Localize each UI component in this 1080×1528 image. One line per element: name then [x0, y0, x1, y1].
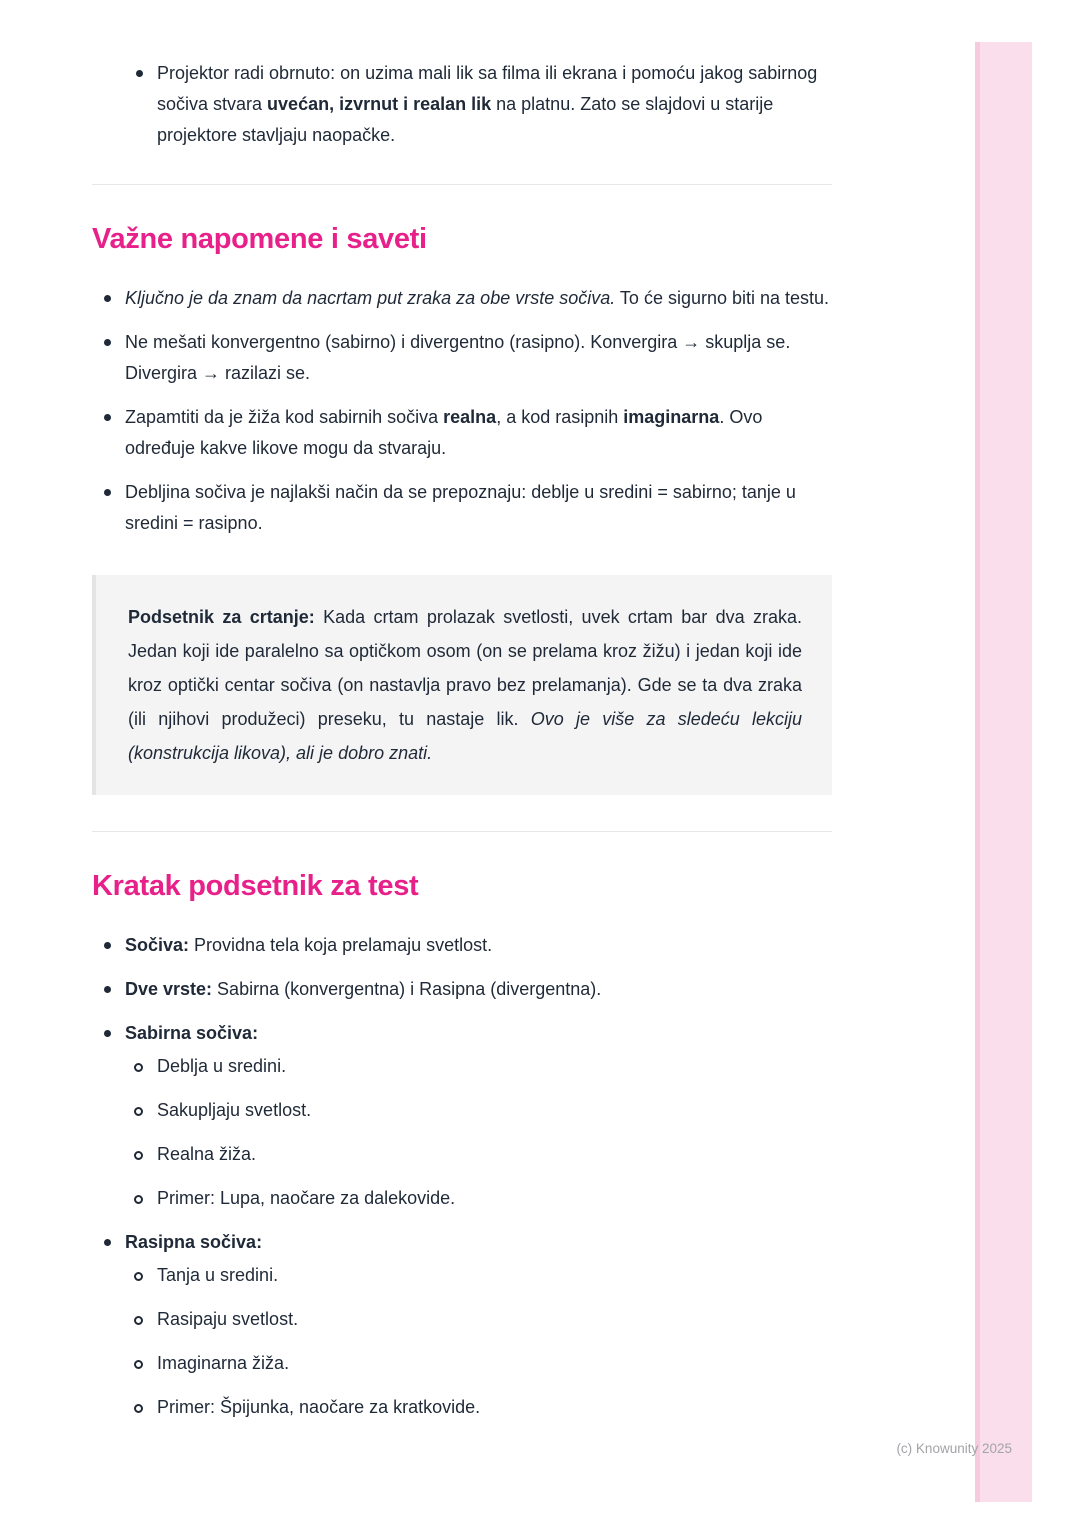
notes-bullet-list	[92, 283, 832, 539]
section-title-summary: Kratak podsetnik za test	[92, 870, 419, 902]
list-item	[92, 402, 832, 464]
text-segment: To će sigurno biti na testu.	[615, 288, 830, 308]
list-item	[92, 283, 832, 314]
sub-list-item: Sakupljaju svetlost.	[125, 1095, 832, 1126]
list-item-text	[125, 332, 790, 383]
list-item	[92, 930, 832, 961]
list-item-text	[125, 979, 601, 999]
list-item	[92, 974, 832, 1005]
list-item	[92, 1018, 832, 1214]
sub-list-item: Primer: Špijunka, naočare za kratkovide.	[125, 1392, 832, 1423]
list-item	[92, 477, 832, 539]
sub-list	[125, 1260, 832, 1423]
callout-text	[128, 600, 802, 770]
text-segment: Debljina sočiva je najlakši način da se prepoznaju: deblje u sredini = sabirno; tanje u sredini = rasipno.	[125, 482, 796, 533]
list-item	[92, 327, 832, 389]
text-segment: , a kod rasipnih	[496, 407, 624, 427]
text-segment: Podsetnik za crtanje:	[128, 607, 315, 627]
sub-list-item: Deblja u sredini.	[125, 1051, 832, 1082]
page-content	[92, 58, 832, 1436]
section-title-notes: Važne napomene i saveti	[92, 223, 427, 255]
list-item-text	[125, 1232, 262, 1252]
text-segment: Sočiva:	[125, 935, 190, 955]
intro-bullet-list	[124, 58, 832, 151]
text-segment: uvećan, izvrnut i realan lik	[267, 94, 492, 114]
text-segment: Providna tela koja prelamaju svetlost.	[189, 935, 493, 955]
list-item	[124, 58, 832, 151]
list-item-text	[157, 63, 817, 145]
list-item-text	[125, 1023, 258, 1043]
drawing-reminder-callout	[92, 575, 832, 795]
text-segment: imaginarna	[623, 407, 720, 427]
text-segment: Sabirna (konvergentna) i Rasipna (divergentna).	[212, 979, 602, 999]
list-item-text	[125, 288, 829, 308]
text-segment: Dve vrste:	[125, 979, 213, 999]
text-segment: Zapamtiti da je žiža kod sabirnih sočiva	[125, 407, 444, 427]
sub-list-item: Rasipaju svetlost.	[125, 1304, 832, 1335]
sub-list	[125, 1051, 832, 1214]
sub-list-item: Tanja u sredini.	[125, 1260, 832, 1291]
text-segment: na platnu. Zato se slajdovi u starije projektore stavljaju naopačke.	[157, 94, 774, 145]
copyright-footer: (c) Knowunity 2025	[896, 1441, 1012, 1456]
sub-list-item: Realna žiža.	[125, 1139, 832, 1170]
list-item-text	[125, 482, 796, 533]
text-segment: Ključno je da znam da nacrtam put zraka za obe vrste sočiva.	[125, 288, 616, 308]
summary-bullet-list	[92, 930, 832, 1423]
text-segment: Ovo je više za sledeću lekciju (konstrukcija likova), ali je dobro znati.	[128, 709, 802, 763]
text-segment: Sabirna sočiva:	[125, 1023, 259, 1043]
list-item-text	[125, 407, 762, 458]
page-edge-stripe	[975, 42, 1032, 1502]
list-item-text	[125, 935, 492, 955]
sub-list-item: Imaginarna žiža.	[125, 1348, 832, 1379]
section-divider	[92, 184, 832, 185]
text-segment: Ne mešati konvergentno (sabirno) i divergentno (rasipno). Konvergira → skuplja se. Divergira → razilazi se.	[125, 332, 791, 383]
text-segment: realna	[443, 407, 497, 427]
sub-list-item: Primer: Lupa, naočare za dalekovide.	[125, 1183, 832, 1214]
text-segment: . Ovo određuje kakve likove mogu da stvaraju.	[125, 407, 763, 458]
list-item	[92, 1227, 832, 1423]
text-segment: Projektor radi obrnuto: on uzima mali lik sa filma ili ekrana i pomoću jakog sabirnog sočiva stvara	[157, 63, 818, 114]
text-segment: Kada crtam prolazak svetlosti, uvek crtam bar dva zraka. Jedan koji ide paralelno sa optičkom osom (on se prelama kroz žižu) i jedan koji ide kroz optički centar sočiva (on nastavlja pravo bez prelamanja). Gde se ta dva zraka (ili njihovi produžeci) preseku, tu nastaje lik.	[128, 607, 802, 729]
section-divider	[92, 831, 832, 832]
text-segment: Rasipna sočiva:	[125, 1232, 263, 1252]
